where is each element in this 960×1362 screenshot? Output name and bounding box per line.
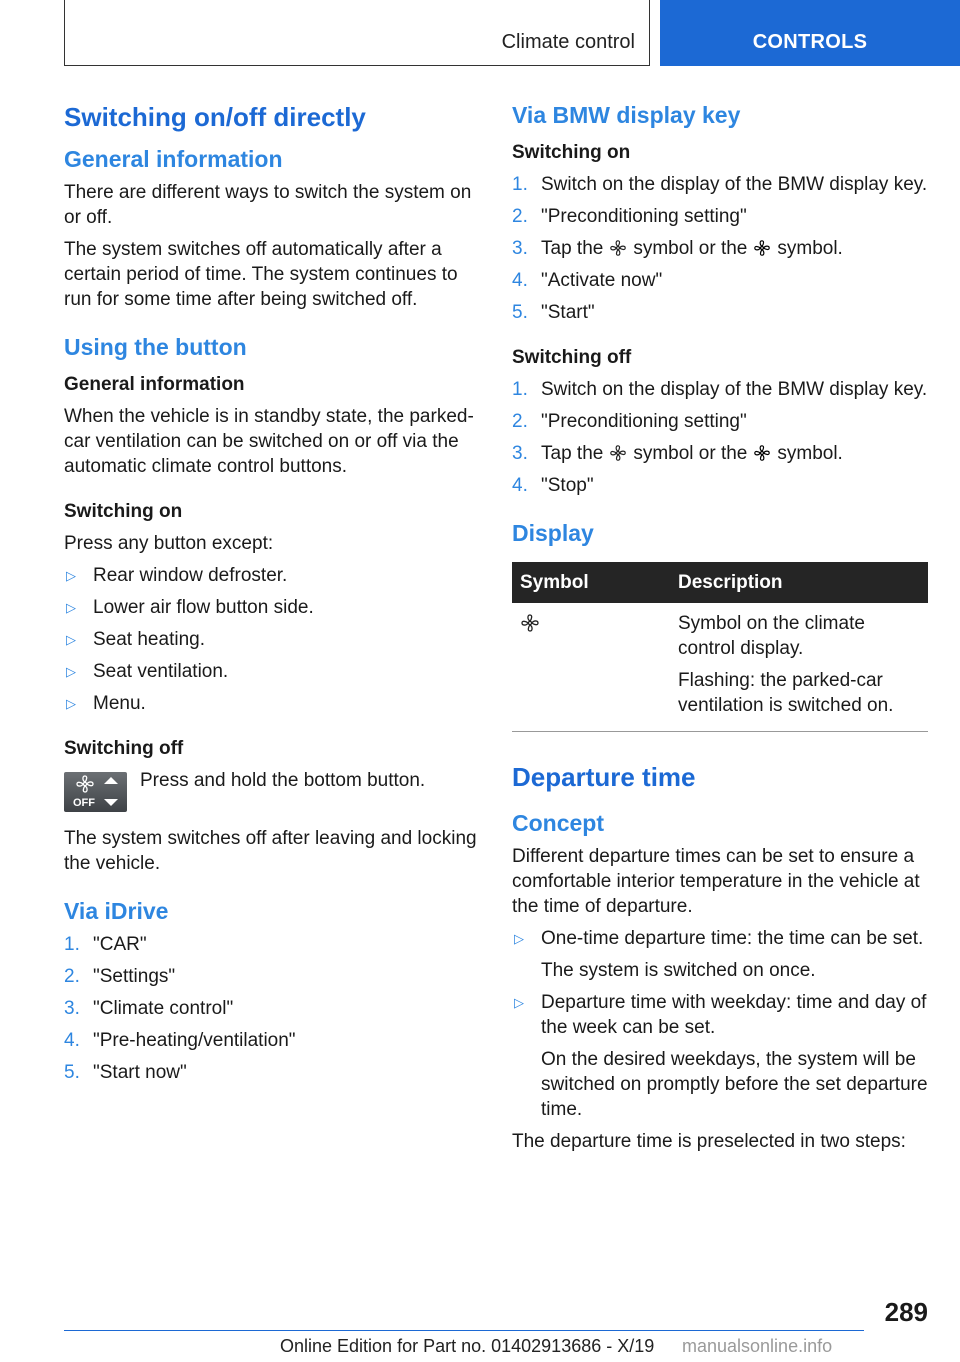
header-section-title: Climate control: [501, 31, 635, 53]
list-item-text: One-time departure time: the time can be set.: [541, 928, 924, 949]
description-column-header: Description: [670, 562, 928, 603]
list-item-text: symbol or the: [633, 238, 748, 259]
list-item-text: "Settings": [93, 966, 176, 987]
list-item-text: symbol or the: [633, 443, 748, 464]
button-general-paragraph: When the vehicle is in standby state, the parked-car ventilation can be switched on or off via the automatic climate control buttons.: [64, 406, 474, 477]
using-button-heading: Using the button: [64, 334, 247, 360]
key-switching-off-heading: Switching off: [512, 347, 632, 368]
list-item-text: Menu.: [93, 693, 146, 714]
closing-paragraph: The departure time is preselected in two steps:: [512, 1131, 906, 1152]
description-text-2: Flashing: the parked-car ventilation is switched on.: [678, 670, 894, 716]
list-item-text: Lower air flow button side.: [93, 597, 314, 618]
header-category-label: CONTROLS: [752, 31, 868, 53]
triangle-bullet-icon: ▷: [66, 600, 76, 615]
triangle-bullet-icon: ▷: [66, 696, 76, 711]
symbol-table: [512, 562, 928, 732]
list-item-text: "Pre-heating/ventilation": [93, 1030, 296, 1051]
button-general-subheading: General information: [64, 374, 245, 395]
except-button-list: [64, 563, 479, 716]
list-item-text: Departure time with weekday: time and day of the week can be set.: [541, 992, 927, 1038]
list-item: [64, 659, 479, 684]
list-item: 2. "Preconditioning setting": [512, 206, 747, 227]
list-item: 2. "Preconditioning setting": [512, 411, 747, 432]
list-item: 1. Switch on the display of the BMW display key.: [512, 174, 928, 195]
key-on-steps: [512, 172, 928, 325]
list-item-text: symbol.: [777, 238, 843, 259]
list-item-subtext: The system is switched on once.: [541, 960, 816, 981]
list-item: [64, 627, 479, 652]
list-item-text: "Start now": [93, 1062, 187, 1083]
list-item: [64, 691, 479, 716]
header-category-tab: [660, 0, 960, 66]
list-item-text: "Start": [541, 302, 595, 323]
list-item-text: Switch on the display of the BMW display key.: [541, 174, 928, 195]
triangle-bullet-icon: ▷: [66, 632, 76, 647]
off-button-row: [64, 768, 479, 812]
symbol-column-header: Symbol: [512, 562, 670, 603]
list-item-text: "Climate control": [93, 998, 234, 1019]
list-item: [512, 990, 928, 1122]
list-item-subtext: On the desired weekdays, the system will be switched on promptly before the set departure time.: [541, 1049, 928, 1120]
list-item: 5. "Start": [512, 302, 595, 323]
list-item-text: Switch on the display of the BMW display key.: [541, 379, 928, 400]
triangle-bullet-icon: ▷: [514, 995, 524, 1010]
list-item-text: Tap the: [541, 443, 604, 464]
right-column: [512, 100, 928, 1161]
general-info-paragraph-2: The system switches off automatically after a certain period of time. The system continues to run for some time after being switched off.: [64, 239, 458, 310]
triangle-bullet-icon: ▷: [66, 568, 76, 583]
table-row: [512, 603, 928, 732]
list-item: 5. "Start now": [64, 1062, 187, 1083]
list-item: 2. "Settings": [64, 966, 176, 987]
general-info-paragraph-1: There are different ways to switch the system on or off.: [64, 182, 472, 228]
list-item-text: Tap the: [541, 238, 604, 259]
switching-off-heading: Switching off: [64, 738, 184, 759]
idrive-steps: [64, 932, 479, 1085]
concept-paragraph: Different departure times can be set to ensure a comfortable interior temperature in the vehicle at the time of departure.: [512, 846, 920, 917]
list-item-text: Rear window defroster.: [93, 565, 288, 586]
switching-on-paragraph: Press any button except:: [64, 533, 274, 554]
off-button-label: OFF: [73, 797, 95, 809]
switching-off-text: Press and hold the bottom button.: [140, 770, 426, 791]
edition-text: Online Edition for Part no. 01402913686 - X/19: [280, 1336, 655, 1356]
list-item-text: Seat heating.: [93, 629, 205, 650]
description-cell: [670, 603, 928, 732]
list-item-text: symbol.: [777, 443, 843, 464]
fan-icon: [609, 239, 627, 257]
triangle-bullet-icon: ▷: [514, 931, 524, 946]
key-off-steps: [512, 377, 928, 498]
description-text-1: Symbol on the climate control display.: [678, 613, 865, 659]
fan-bold-icon: [753, 444, 771, 462]
list-item-text: "Activate now": [541, 270, 663, 291]
switching-on-heading: Switching on: [64, 501, 183, 522]
list-item-text: "Stop": [541, 475, 594, 496]
watermark: manualsonline.info: [682, 1336, 833, 1356]
list-item: [512, 926, 928, 983]
list-item: [64, 563, 479, 588]
key-switching-on-heading: Switching on: [512, 142, 631, 163]
display-heading: Display: [512, 520, 594, 546]
list-item: 4. "Activate now": [512, 270, 663, 291]
departure-options-list: [512, 926, 928, 1122]
list-item: 1. "CAR": [64, 934, 147, 955]
switching-off-paragraph: The system switches off after leaving and locking the vehicle.: [64, 828, 477, 874]
page-title: Switching on/off directly: [64, 102, 366, 132]
general-info-heading: General information: [64, 146, 283, 172]
departure-time-heading: Departure time: [512, 762, 696, 792]
left-column: [64, 100, 479, 1092]
fan-bold-icon: [753, 239, 771, 257]
list-item-text: "Preconditioning setting": [541, 206, 747, 227]
symbol-cell: [512, 603, 670, 732]
list-item: 3. "Climate control": [64, 998, 234, 1019]
list-item: 4. "Stop": [512, 475, 594, 496]
list-item: 4. "Pre-heating/ventilation": [64, 1030, 296, 1051]
fan-icon: [520, 613, 540, 633]
footer-divider: [64, 1330, 864, 1331]
list-item-text: "CAR": [93, 934, 147, 955]
list-item-text: "Preconditioning setting": [541, 411, 747, 432]
display-key-heading: Via BMW display key: [512, 102, 741, 128]
fan-icon: [609, 444, 627, 462]
list-item-text: Seat ventilation.: [93, 661, 229, 682]
list-item: [64, 595, 479, 620]
list-item: 3. Tap the symbol or the symbol.: [512, 443, 843, 464]
concept-heading: Concept: [512, 810, 604, 836]
header-section-box: [64, 0, 650, 66]
triangle-bullet-icon: ▷: [66, 664, 76, 679]
list-item: 1. Switch on the display of the BMW display key.: [512, 379, 928, 400]
fan-off-button-image: [64, 772, 127, 812]
list-item: 3. Tap the symbol or the symbol.: [512, 238, 843, 259]
page-number: 289: [884, 1297, 928, 1327]
via-idrive-heading: Via iDrive: [64, 898, 169, 924]
